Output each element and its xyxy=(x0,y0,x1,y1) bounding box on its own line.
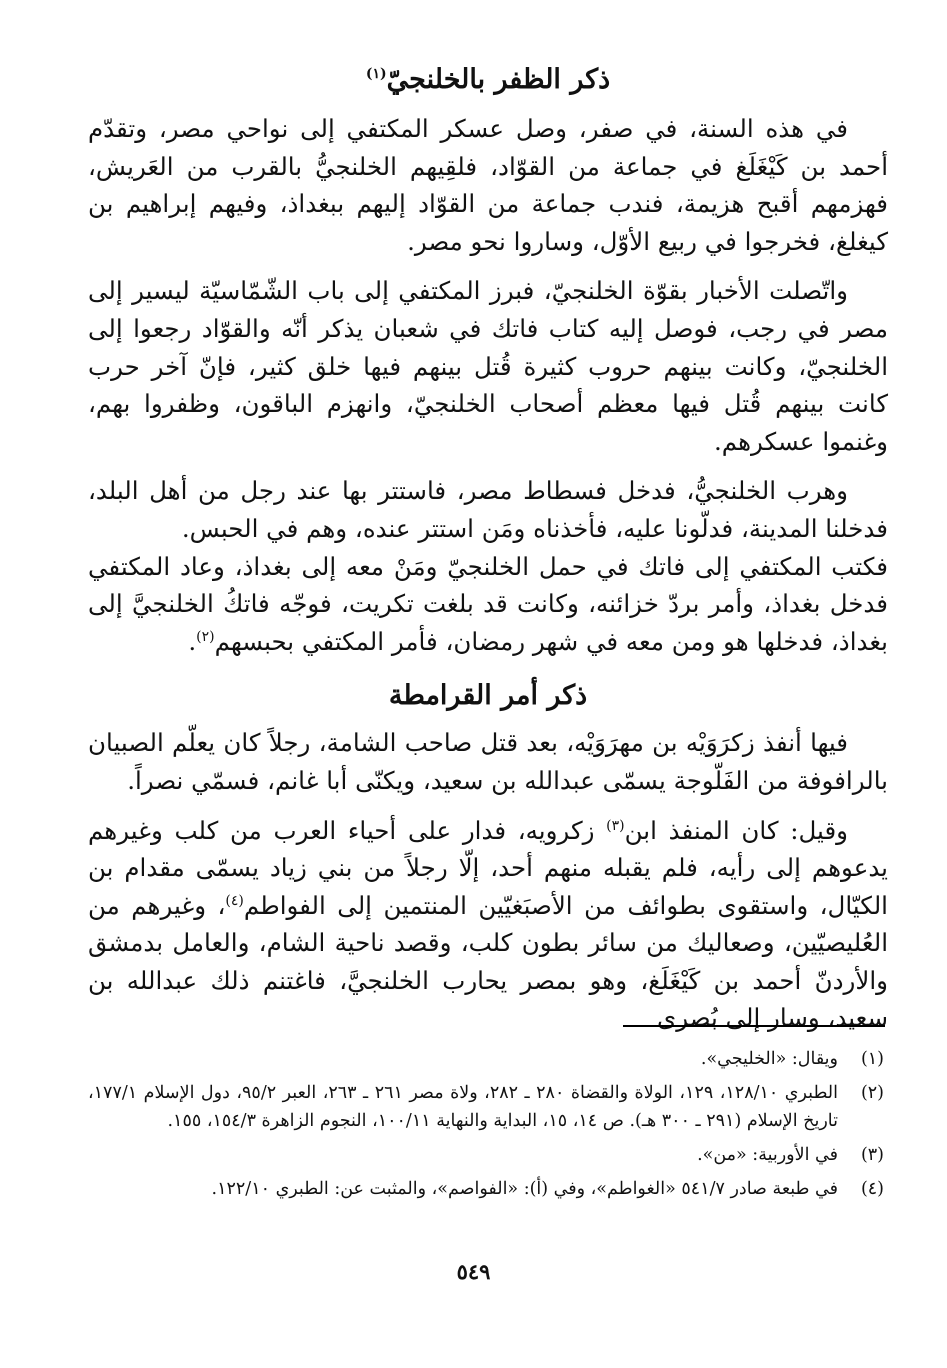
footnote-marker: (١) xyxy=(365,66,387,82)
footnote-number: (٤) xyxy=(860,1179,884,1199)
footnotes xyxy=(88,1045,888,1209)
footnote xyxy=(88,1045,888,1073)
paragraph-text: . xyxy=(188,626,197,656)
footnote-text: ويقال: «الخليجي». xyxy=(700,1049,838,1069)
paragraph-text: زكرويه، فدار على أحياء العرب من كلب وغيرهم يدعوهم إلى رأيه، فلم يقبله منهم أحد، إلّا رجلاً من بني زياد يسمّى مقدام بن الكيّال، واستقوى بطوائف من الأصبَغيّين المنتمين إلى الفواطم xyxy=(88,815,888,920)
footnote-marker: (٣) xyxy=(606,817,625,834)
paragraph-text: ، وغيرهم من العُليصيّين، وصعاليك من سائر بطون كلب، وقصد ناحية الشام، والعامل بدمشق والأردنّ أحمد بن كَيْغَلَغ، وهو بمصر يحارب الخلنجيَّ، فاغتنم ذلك عبدالله بن سعيد، وسار إلى بُصرى xyxy=(88,890,888,1033)
section-title-khalanji xyxy=(88,50,888,110)
paragraph: فيها أنفذ زكرَوَيْه بن مهرَوَيْه، بعد قتل صاحب الشامة، رجلاً كان يعلّم الصبيان بالرافوفة من الفَلّوجة يسمّى عبدالله بن سعيد، ويكنّى أبا غانم، فسمّي نصراً. xyxy=(88,728,888,795)
footnote-number: (٣) xyxy=(860,1145,884,1165)
paragraph xyxy=(88,548,888,661)
page-number: ٥٤٩ xyxy=(456,1259,491,1284)
footnote-marker: (٢) xyxy=(196,628,215,645)
footnote-text: الطبري ١٢٨/١٠، ١٢٩، الولاة والقضاة ٢٨٠ ـ ٢٨٢، ولاة مصر ٢٦١ ـ ٢٦٣، العبر ٩٥/٢، دول الإسلام ١٧٧/١، تاريخ الإسلام (٢٩١ ـ ٣٠٠ هـ). ص ١٤، ١٥، البداية والنهاية ١٠٠/١١، النجوم الزاهرة ١٥٤/٣، ١٥٥. xyxy=(88,1083,838,1131)
footnote xyxy=(88,1079,888,1135)
paragraph: في هذه السنة، في صفر، وصل عسكر المكتفي إلى نواحي مصر، وتقدّم أحمد بن كَيْغَلَغ في جماعة من القوّاد، فلقِيهم الخلنجيُّ بالقرب من العَريش، فهزمهم أقبح هزيمة، فندب جماعة من القوّاد إليهم ببغداذ، وفيهم إبراهيم بن كيغلغ، فخرجوا في ربيع الأوّل، وساروا نحو مصر. xyxy=(88,114,888,256)
paragraph-text: وقيل: كان المنفذ ابن xyxy=(624,815,848,845)
section-title-text: ذكر الظفر بالخلنجيّ xyxy=(386,64,611,95)
paragraph xyxy=(88,812,888,1038)
footnote-divider xyxy=(623,1025,885,1027)
paragraph: واتّصلت الأخبار بقوّة الخلنجيّ، فبرز المكتفي إلى باب الشّمّاسيّة ليسير إلى مصر في رجب، فوصل إليه كتاب فاتك في شعبان يذكر أنّه والقوّاد رجعوا إلى الخلنجيّ، وكانت بينهم حروب كثيرة قُتل بينهم فيها خلق كثير، فإنّ آخر حرب كانت بينهم قُتل فيها معظم أصحاب الخلنجيّ، وانهزم الباقون، وظفروا بهم، وغنموا عسكرهم. xyxy=(88,276,888,456)
footnote-text: في الأوربية: «من». xyxy=(697,1145,838,1165)
section-title-qaramita: ذكر أمر القرامطة xyxy=(388,680,588,712)
footnote-number: (٢) xyxy=(860,1083,884,1103)
paragraph-text: فكتب المكتفي إلى فاتك في حمل الخلنجيّ ومَنْ معه إلى بغداذ، وعاد المكتفي فدخل بغداذ، وأمر بردّ خزائنه، وكانت قد بلغت تكريت، فوجّه فاتكُ الخلنجيَّ إلى بغداذ، فدخلها هو ومن معه في شهر رمضان، فأمر المكتفي بحبسهم xyxy=(88,551,888,656)
footnote xyxy=(88,1175,888,1203)
paragraph: وهرب الخلنجيُّ، فدخل فسطاط مصر، فاستتر بها عند رجل من أهل البلد، فدخلنا المدينة، فدلّونا عليه، فأخذناه ومَن استتر عنده، وهم في الحبس. xyxy=(88,476,888,543)
footnote xyxy=(88,1141,888,1169)
footnote-text: في طبعة صادر ٥٤١/٧ «الغواطم»، وفي (أ): «الفواصم»، والمثبت عن: الطبري ١٢٢/١٠. xyxy=(211,1179,838,1199)
page-body xyxy=(88,50,888,1037)
footnote-number: (١) xyxy=(860,1049,884,1069)
footnote-marker: (٤) xyxy=(225,892,244,909)
